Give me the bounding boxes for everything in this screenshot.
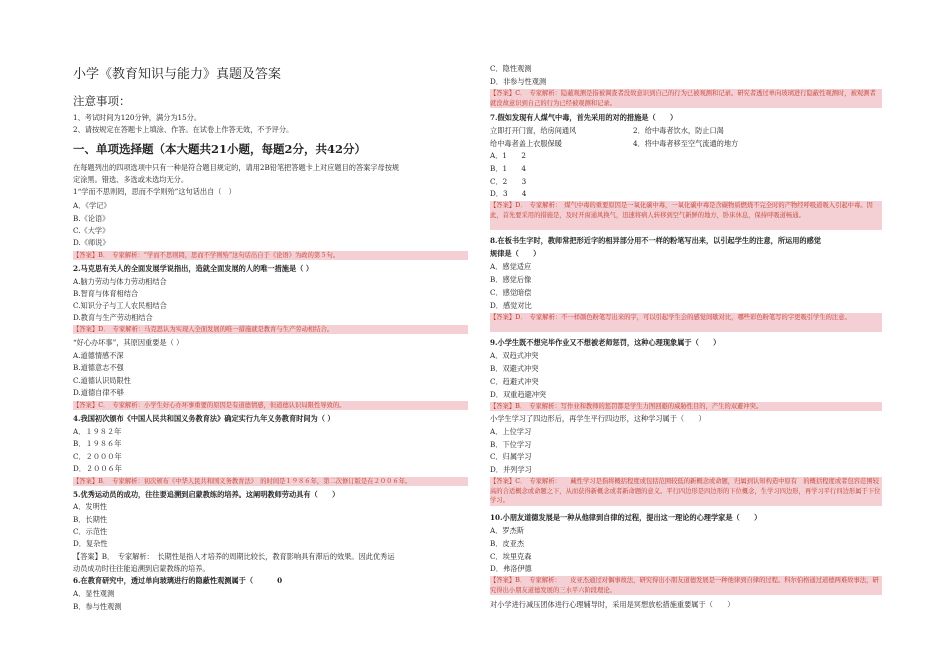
q7-item-2: 2．给中毒者饮水，防止口渴	[633, 126, 724, 135]
answer-q5-line2: 动员成功时往往能追溯到启蒙教练的培养。	[73, 564, 210, 573]
option: C.《大学》	[73, 226, 110, 235]
option: A．《学记》	[73, 201, 111, 210]
answer-q3: 【答案】C． 专家解析：小学生好心办坏事重要的原因是有道德情感，但道德认识局限性导致的。	[73, 401, 468, 410]
answer-q2: 【答案】D． 专家解析：马克思认为实现人全面发展的唯一措施就是教育与生产劳动相结合。	[73, 325, 468, 334]
question-extra: 小学生学习了四边形后，再学生平行四边形，这种学习属于（ ）	[490, 414, 706, 423]
option: C．归属学习	[490, 452, 532, 461]
option: D．非参与性观测	[490, 77, 547, 86]
question-2: 2.马克思有关人的全面发展学说指出，造就全面发展的人的唯一措施是（ ）	[73, 264, 314, 273]
question-8: 8.在板书生字时，教师常把形近字的相异部分用不一样的粉笔写出来，以引起学生的注意，所运用的感觉	[490, 236, 821, 245]
option: D．3 4	[490, 189, 527, 198]
option: D．弗洛伊德	[490, 564, 532, 573]
q7-item-4: 4．将中毒者移至空气流通的地方	[633, 139, 739, 148]
option: A．１９８２年	[73, 427, 122, 436]
option: C．隐性观测	[490, 64, 532, 73]
option: A.脑力劳动与体力劳动相结合	[73, 277, 167, 286]
notice-2: 2、请按规定在答题卡上填涂、作答。在试卷上作答无效，不予评分。	[73, 125, 294, 134]
option: C．趋避式冲突	[490, 377, 539, 386]
option: B．感觉后像	[490, 275, 532, 284]
q7-item-1: 立即打开门窗，给房间通风	[490, 126, 577, 135]
question-3: “好心办坏事”，其原因重要是（ ）	[73, 338, 184, 347]
question-11: 对小学进行减压团体进行心理辅导时，采用是冥想放松措施重要属于（ ）	[490, 600, 735, 609]
question-1: 1“学而不思则罔，思而不学则殆”这句话出自（ ）	[73, 187, 236, 196]
option: C．感觉暗偿	[490, 288, 532, 297]
answer-q8: 【答案】D． 专家解析：不一样颜色粉笔写出来的字，可以引起学生会的感觉间歇对比，哪些彩色粉笔写的字更吸引学生的注意。	[490, 313, 882, 332]
question-5: 5.优秀运动员的成功，往往要追溯到启蒙教练的培养。这阐明教师劳动具有（ ）	[73, 490, 340, 499]
option: A．发明性	[73, 502, 107, 511]
option: A．感觉适应	[490, 262, 532, 271]
answer-q7: 【答案】D． 专家解析： 煤气中毒的重要原因是一氧化碳中毒，一氧化碳中毒是含碳物质燃烧不完全时的产物经呼吸道吸入引起中毒。因此，首先要采用的措施是，及时开窗通风换气，迅速将病人转移到空气新鲜的地方，卧床休息，保持呼吸道畅通。	[490, 201, 882, 230]
question-8-cont: 规律是（ ）	[490, 249, 541, 258]
section-heading: 一、单项选择题（本大题共21小题，每题2分，共42分）	[73, 142, 367, 156]
option: D.《师说》	[73, 238, 110, 247]
option: A．罗杰斯	[490, 526, 524, 535]
answer-q9: 【答案】B． 专家解析：写作业和教师的惩罚都是学生力图回避的威胁性目的，产生的双避冲突。	[490, 402, 882, 411]
option: B．双避式冲突	[490, 364, 539, 373]
option: B．长期性	[73, 515, 108, 524]
option: D.教育与生产劳动相结合	[73, 313, 153, 322]
answer-q10: 【答案】B． 专家解析： 皮亚杰通过对偶事故法，研究得出小朋友道德发展是一种他律到自律的过程。科尔伯格通过道德两难故事法，研究得出小朋友道德发展的三水平六阶段理论。	[490, 576, 882, 595]
option: C．2 3	[490, 177, 527, 186]
option: D．并列学习	[490, 465, 532, 474]
option: D．双重趋避冲突	[490, 390, 547, 399]
option: C.知识分子与工人农民相结合	[73, 301, 167, 310]
notice-heading: 注意事项：	[73, 94, 131, 108]
section-instructions-2: 定涂黑。错选、多选或未选均无分。	[73, 175, 189, 184]
option: A．1 2	[490, 151, 526, 160]
option: C．２０００年	[73, 452, 122, 461]
page-title: 小学《教育知识与能力》真题及答案	[73, 67, 282, 82]
notice-1: 1、考试时间为120分钟，满分为15分。	[73, 113, 202, 122]
option: B．皮亚杰	[490, 539, 525, 548]
question-9: 9.小学生既不想完毕作业又不想被老师惩罚，这种心理现象属于（ ）	[490, 338, 721, 347]
option: D．感觉对比	[490, 301, 532, 310]
question-4: 4.我国初次颁布《中国人民共和国义务教育法》确定实行九年义务教育时间为（ ）	[73, 414, 335, 423]
answer-q1: 【答案】B． 专家解析：“学而不思则罔，思而不学则殆”这句话出自于《论语》为政的第５句。	[73, 251, 468, 260]
option: C．示范性	[73, 527, 108, 536]
option: D．２００６年	[73, 464, 122, 473]
option: B．1 4	[490, 164, 526, 173]
answer-q4: 【答案】B． 专家解析：初次颁布《中华人民共和国义务教育法》 的时间是１９８６年，第二次修订版是在２００６年。	[73, 477, 468, 486]
option: C.道德认识局限性	[73, 376, 131, 385]
option: D．复杂性	[73, 539, 108, 548]
answer-q-extra: 【答案】C． 专家解析： 藏性学习是指将概括程度或包括范围较低的新概念或命题，归属到认知构造中原有 的概括程度或者包容范围较高的合适概念或命题之下，从而获得新概念或者新命题的意义。平行四边形是四边形的下位概念，生学习四边形，再学习平行四边形属于下位学习。	[490, 478, 881, 505]
option: B．下位学习	[490, 440, 532, 449]
option: B．１９８６年	[73, 439, 122, 448]
option: A．显性观测	[73, 589, 115, 598]
option: B.道德意志不强	[73, 363, 124, 372]
q7-item-3: 给中毒者盖上衣服保暖	[490, 139, 562, 148]
question-10: 10.小朋友道德发展是一种从他律到自律的过程，提出这一理论的心理学家是（ ）	[490, 513, 762, 522]
option: A．双趋式冲突	[490, 351, 539, 360]
option: A．上位学习	[490, 427, 532, 436]
option: B.《论语》	[73, 214, 110, 223]
option: A.道德情感不深	[73, 351, 124, 360]
answer-q5-line1: 【答案】B． 专家解析： 长期性是指人才培养的周期比较长，教育影响具有滞后的效果。因此优秀运	[73, 552, 395, 561]
option: D.道德自律不够	[73, 388, 124, 397]
question-7: 7.假如发现有人煤气中毒，首先采用的对的措施是（ ）	[490, 113, 678, 122]
answer-q6: 【答案】C． 专家解析：隐蔽观测是指被调查者没故意识到自己的行为已被观测和记录。研究者透过单向玻璃进行隐蔽性观测时，被观测者就没故意识到自己的行为已经被观测和记录。	[490, 89, 882, 108]
section-instructions-1: 在每题列出的四项选项中只有一种是符合题目规定的，请用2B铅笔把答题卡上对应题目的答案字母按规	[73, 163, 400, 172]
question-6: 6.在教育研究中，透过单向玻璃进行的隐蔽性观测属于（ 0	[73, 576, 283, 585]
option: C．埃里克森	[490, 552, 532, 561]
option: B.智育与体育相结合	[73, 289, 139, 298]
option: B．参与性观测	[73, 602, 122, 611]
